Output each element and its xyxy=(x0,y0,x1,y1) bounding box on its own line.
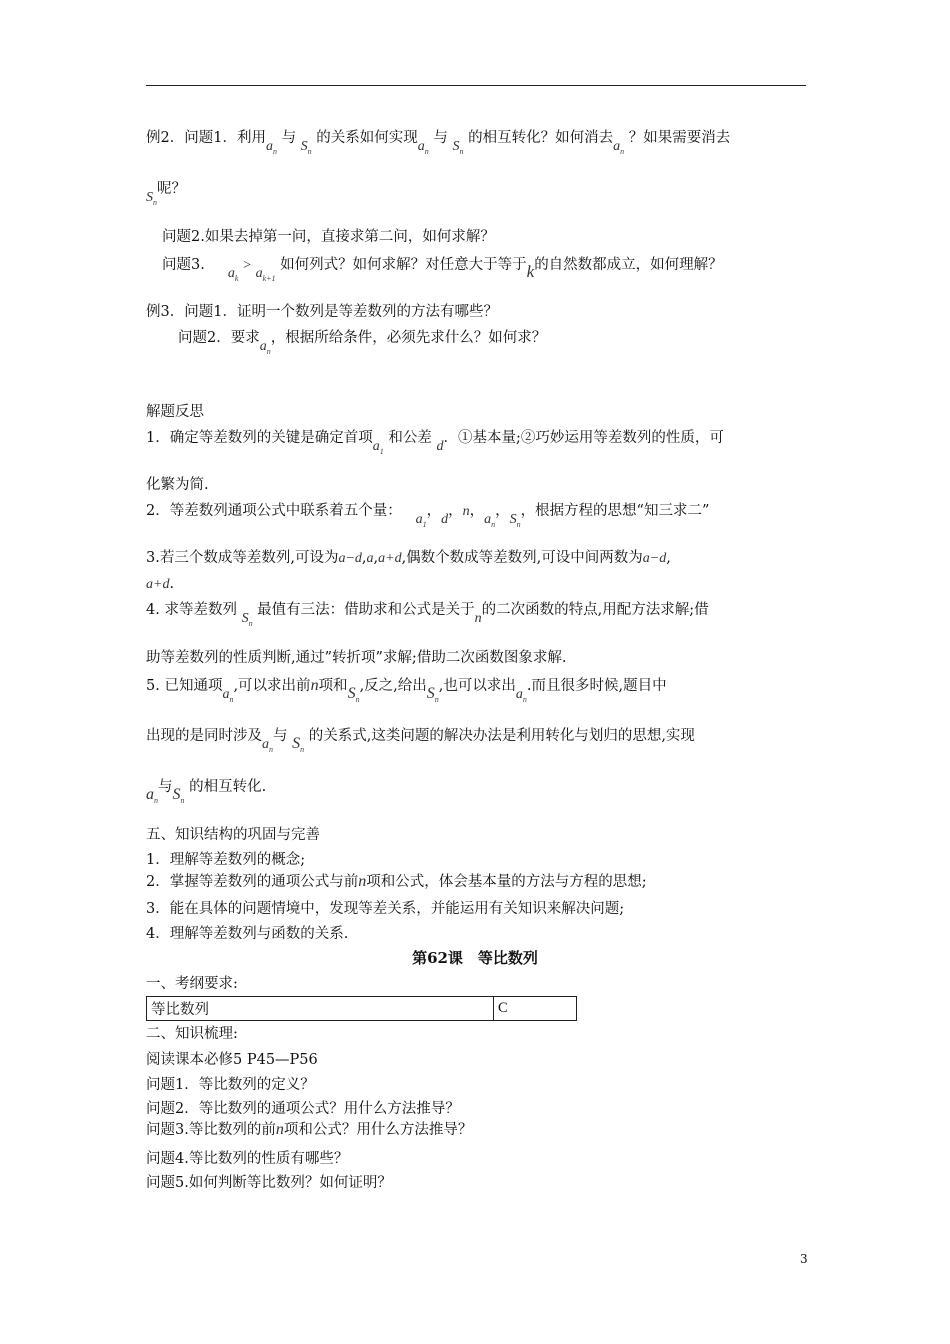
dot: . xyxy=(169,576,175,592)
text: ．①基本量;②巧妙运用等差数列的性质，可 xyxy=(443,430,724,446)
math-n: n xyxy=(474,611,482,626)
requirement-table xyxy=(146,996,577,1021)
math-a-n: $a_n$ xyxy=(613,139,625,156)
lesson-q1: 问题1．等比数列的定义？ xyxy=(146,1077,315,1093)
text: ,可以求出前 xyxy=(233,678,311,694)
math-n: n xyxy=(462,504,470,519)
text: .而且很多时候,题目中 xyxy=(526,678,667,694)
reading-line: 阅读课本必修5 P45—P56 xyxy=(146,1052,318,1068)
math-S-n: $S_n$ xyxy=(426,685,439,704)
math-a-minus-d: a−d xyxy=(338,551,362,566)
text: 的关系式,这类问题的解决办法是利用转化与划归的思想,实现 xyxy=(308,728,695,744)
lesson-title: 第62课 等比数列 xyxy=(412,949,538,967)
math-a-k1: $a_{k+1}$ xyxy=(255,266,276,283)
math-S-n: $S_n$ xyxy=(172,786,185,805)
text: 例2．问题1．利用 xyxy=(146,130,266,146)
reflection-p1 xyxy=(146,429,724,456)
math-S-n: $S_n$ xyxy=(300,139,312,156)
ex2-q1-line xyxy=(146,129,731,156)
math-a-k: $a_k$ xyxy=(227,266,239,283)
math-k: k xyxy=(526,262,535,281)
text: 的关系如何实现 xyxy=(316,130,418,146)
text: 的二次函数的特点,用配方法求解;借 xyxy=(481,602,709,618)
text: 与 xyxy=(273,728,288,744)
reflection-p1-cont: 化繁为简. xyxy=(146,477,209,493)
comma: , xyxy=(361,550,367,566)
math-gt: > xyxy=(243,258,251,273)
math-S-n: $S_n$ xyxy=(146,190,157,207)
ex2-q3 xyxy=(162,255,723,283)
math-a-n: $a_n$ xyxy=(262,737,273,754)
math-n: n xyxy=(358,873,367,890)
math-a-1: $a_1$ xyxy=(415,512,427,529)
text: 与 xyxy=(433,130,448,146)
math-a-n: $a_n$ xyxy=(146,786,158,805)
text: ,偶数个数成等差数列,可设中间两数为 xyxy=(401,550,643,566)
page-number: 3 xyxy=(800,1252,808,1266)
reflection-p3-cont xyxy=(146,575,174,594)
section5-item-2 xyxy=(146,873,647,891)
math-n: n xyxy=(275,1121,284,1138)
math-a-n: $a_n$ xyxy=(417,139,429,156)
text: 与 xyxy=(281,130,297,146)
text: 项和公式，体会基本量的方法与方程的思想; xyxy=(366,874,647,890)
reflection-p5 xyxy=(146,677,667,704)
comma: ， xyxy=(448,503,463,519)
table-row xyxy=(147,997,577,1021)
text: 和公差 xyxy=(388,430,432,446)
ex2-q1-cont xyxy=(146,180,186,207)
ex2-q2: 问题2.如果去掉第一问，直接求第二问，如何求解？ xyxy=(162,229,495,245)
text: 项和公式？用什么方法推导？ xyxy=(283,1122,473,1138)
math-n: n xyxy=(310,677,319,694)
math-S-n: $S_n$ xyxy=(241,611,253,628)
text: 问题3.等比数列的前 xyxy=(146,1122,276,1138)
math-a-plus-d: a+d xyxy=(378,551,402,566)
math-S-n: $S_n$ xyxy=(509,512,521,529)
math-a-n: $a_n$ xyxy=(515,687,527,704)
text: 出现的是同时涉及 xyxy=(146,728,262,744)
text: 1．确定等差数列的关键是确定首项 xyxy=(146,430,373,446)
comma: ， xyxy=(495,503,510,519)
math-S-n: $S_n$ xyxy=(452,139,464,156)
text: 问题3. xyxy=(162,257,205,273)
comma: , xyxy=(373,550,379,566)
lesson-q2: 问题2．等比数列的通项公式？用什么方法推导？ xyxy=(146,1101,460,1117)
math-a-1: $a_1$ xyxy=(372,439,384,456)
text: 2．掌握等差数列的通项公式与前 xyxy=(146,874,359,890)
text: 呢？ xyxy=(157,181,186,197)
review-heading: 二、知识梳理: xyxy=(146,1026,238,1042)
text: 问题2．要求 xyxy=(178,330,260,346)
lesson-q5: 问题5.如何判断等比数列？如何证明？ xyxy=(146,1175,392,1191)
reflection-p4-cont: 助等差数列的性质判断,通过”转折项”求解;借助二次函数图象求解. xyxy=(146,650,567,666)
table-cell: 等比数列 xyxy=(147,997,494,1021)
math-d: d xyxy=(436,439,444,454)
reflection-p4 xyxy=(146,601,709,628)
table-cell: C xyxy=(494,997,577,1021)
text: 如何列式？如何求解？对任意大于等于 xyxy=(280,257,527,273)
req-heading: 一、考纲要求: xyxy=(146,976,238,992)
text: ,反之,给出 xyxy=(359,678,427,694)
text: 与 xyxy=(158,779,173,795)
text: ，根据方程的思想“知三求二” xyxy=(520,503,710,519)
reflection-p3 xyxy=(146,549,671,568)
reflection-p5-cont xyxy=(146,727,695,754)
header-rule xyxy=(146,85,806,86)
section5-item-1: 1．理解等差数列的概念; xyxy=(146,852,306,868)
text: 最值有三法：借助求和公式是关于 xyxy=(257,602,475,618)
text: 的相互转化？如何消去 xyxy=(468,130,614,146)
math-a-n: $a_n$ xyxy=(222,687,234,704)
comma: , xyxy=(666,550,671,566)
comma: ， xyxy=(469,503,485,519)
math-a-n: $a_n$ xyxy=(259,339,271,356)
ex3-q2 xyxy=(178,329,547,356)
math-a-n: $a_n$ xyxy=(265,139,277,156)
text: ？如果需要消去 xyxy=(628,130,731,146)
math-a-n: $a_n$ xyxy=(484,512,496,529)
reflection-p2 xyxy=(146,502,710,529)
math-a: a xyxy=(366,551,374,566)
math-S-n: $S_n$ xyxy=(347,685,360,704)
text: ,也可以求出 xyxy=(438,678,516,694)
text: 的自然数都成立，如何理解？ xyxy=(534,257,723,273)
math-a-plus-d: a+d xyxy=(146,577,170,592)
math-d: d xyxy=(441,512,449,527)
text: 项和 xyxy=(318,678,348,694)
math-a-minus-d: a−d xyxy=(642,551,667,566)
text: 2．等差数列通项公式中联系着五个量： xyxy=(146,503,402,519)
section5-item-3: 3．能在具体的问题情境中，发现等差关系，并能运用有关知识来解决问题; xyxy=(146,901,625,917)
reflection-heading: 解题反思 xyxy=(146,404,204,420)
comma: ， xyxy=(426,503,442,519)
text: 4. 求等差数列 xyxy=(146,602,237,618)
section5-heading: 五、知识结构的巩固与完善 xyxy=(146,827,320,843)
reflection-p5-cont2 xyxy=(146,778,267,805)
text: 的相互转化. xyxy=(189,779,267,795)
text: 5. 已知通项 xyxy=(146,678,223,694)
math-S-n: $S_n$ xyxy=(292,735,305,754)
lesson-q3 xyxy=(146,1121,472,1139)
text: 3.若三个数成等差数列,可设为 xyxy=(146,550,339,566)
section5-item-4: 4．理解等差数列与函数的关系. xyxy=(146,926,349,942)
text: ，根据所给条件，必须先求什么？如何求？ xyxy=(270,330,547,346)
ex3-q1: 例3．问题1．证明一个数列是等差数列的方法有哪些？ xyxy=(146,304,498,320)
lesson-q4: 问题4.等比数列的性质有哪些？ xyxy=(146,1151,349,1167)
